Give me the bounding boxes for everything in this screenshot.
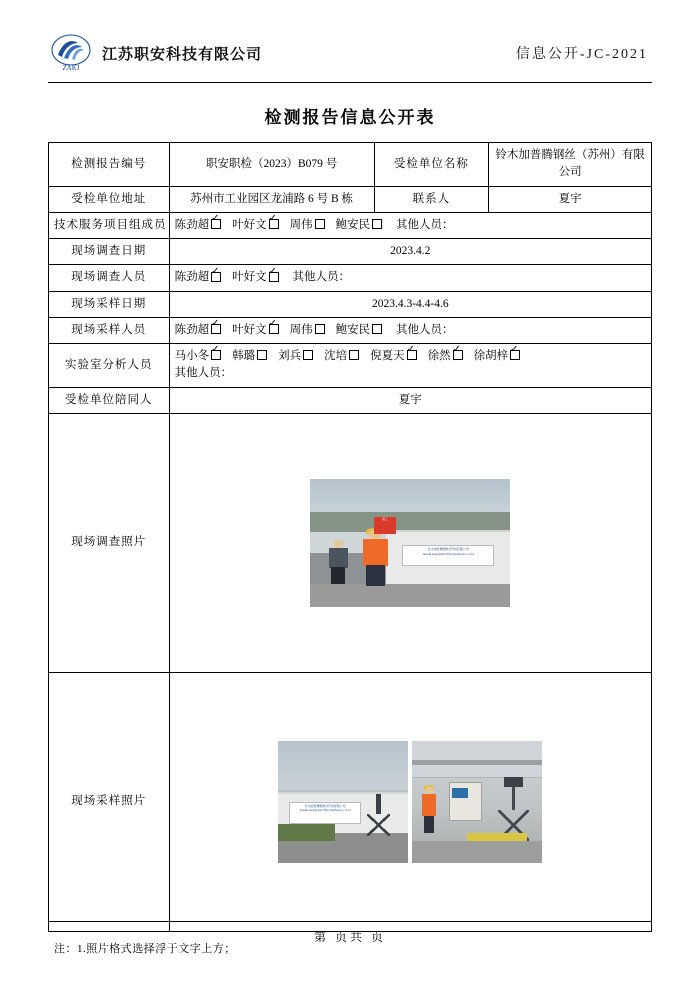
company-logo-icon [48, 33, 94, 73]
contact-label: 联系人 [374, 186, 489, 212]
client-name-value: 铃木加普腾钢丝（苏州）有限公司 [489, 143, 652, 187]
photo-person-secondary [326, 540, 350, 584]
member-name: 叶好文 [232, 218, 267, 231]
member-checkbox[interactable] [372, 219, 382, 229]
photo-person-body [329, 548, 348, 568]
photo-company-sign-en: Suzuki Garphyttan Wire (Suzhou) Co.,Ltd [422, 551, 474, 556]
team-member-1 [232, 217, 280, 234]
footnote: 注：1.照片格式选择浮于文字上方； [54, 942, 236, 955]
photo-person-body [422, 794, 437, 815]
member-name: 陈劲超 [174, 218, 210, 231]
photo-company-sign [289, 802, 362, 824]
report-no-label: 检测报告编号 [49, 143, 170, 187]
photo-person-legs [424, 816, 434, 834]
others-label: 其他人员： [174, 367, 233, 380]
report-info-table [48, 142, 652, 932]
table-row [49, 186, 652, 212]
team-member-0 [175, 217, 223, 234]
member-checkbox[interactable] [269, 219, 279, 229]
member-name: 叶好文 [232, 323, 267, 336]
member-checkbox[interactable] [269, 324, 279, 334]
lab-staff-value [169, 344, 651, 388]
client-address-value: 苏州市工业园区龙浦路 6 号 B 栋 [169, 186, 374, 212]
lab-staff-member-6 [474, 348, 522, 365]
member-checkbox[interactable] [315, 324, 325, 334]
photo-tripod [367, 794, 390, 835]
photo-person-worker [420, 785, 438, 834]
member-checkbox[interactable] [257, 350, 267, 360]
lab-staff-member-2 [278, 348, 314, 365]
photo-company-sign-cn: 铃木加普腾钢丝(苏州)有限公司 [304, 803, 346, 808]
photo-person-legs [331, 567, 345, 584]
photo-person-worker [358, 530, 392, 586]
member-name: 马小冬 [174, 350, 210, 362]
table-row [49, 387, 652, 413]
sampling-photo-label: 现场采样照片 [49, 672, 170, 931]
photo-sign-badge: 施工 [374, 517, 396, 534]
table-row [49, 291, 652, 317]
sampling-staff-member-1 [232, 322, 280, 339]
member-name: 鲍安民 [335, 323, 371, 336]
escort-value: 夏宇 [169, 387, 651, 413]
member-name: 沈培 [324, 350, 348, 362]
sampling-staff-member-2 [290, 322, 326, 339]
photo-tripod-pole [512, 787, 515, 810]
page-footer: 第 页共 页 [48, 921, 652, 945]
sampling-photo-wrap [175, 677, 646, 927]
page-header [48, 30, 652, 83]
survey-staff-label: 现场调查人员 [49, 265, 170, 291]
sampling-photo-cell [169, 672, 651, 931]
member-checkbox[interactable] [211, 272, 221, 282]
table-row [49, 212, 652, 238]
sampling-staff-member-0 [175, 322, 223, 339]
table-row [49, 239, 652, 265]
lab-staff-member-1 [232, 348, 268, 365]
photo-person-body [363, 539, 387, 566]
team-members-label: 技术服务项目组成员 [49, 212, 170, 238]
table-row [49, 317, 652, 343]
page-title: 检测报告信息公开表 [264, 108, 436, 127]
team-members-value [169, 212, 651, 238]
survey-date-value: 2023.4.2 [169, 239, 651, 265]
survey-staff-member-1 [232, 269, 280, 286]
member-name: 叶好文 [232, 271, 267, 284]
member-name: 陈劲超 [174, 323, 210, 336]
sampling-site-photo-left [278, 741, 408, 863]
table-row [49, 143, 652, 187]
client-address-label: 受检单位地址 [49, 186, 170, 212]
document-code: 信息公开-JC-2021 [515, 47, 648, 62]
photo-person-head [333, 540, 344, 548]
photo-company-sign [402, 545, 494, 565]
others-label: 其他人员： [395, 218, 454, 231]
survey-staff-value [169, 265, 651, 291]
member-name: 倪夏天 [370, 350, 405, 362]
survey-photo-label: 现场调查照片 [49, 413, 170, 672]
member-checkbox[interactable] [510, 350, 520, 360]
sampling-staff-value [169, 317, 651, 343]
member-checkbox[interactable] [315, 219, 325, 229]
others-label: 其他人员： [395, 323, 454, 336]
member-checkbox[interactable] [303, 350, 313, 360]
member-name: 韩璐 [232, 350, 256, 362]
member-checkbox[interactable] [211, 350, 221, 360]
member-name: 周伟 [289, 323, 313, 336]
company-name: 江苏职安科技有限公司 [102, 46, 263, 63]
team-member-2 [290, 217, 326, 234]
survey-photo-wrap [175, 418, 646, 668]
photo-sampler-device [504, 777, 523, 787]
photo-company-sign-en: Suzuki Garphyttan Wire (Suzhou) Co.,Ltd [299, 807, 351, 812]
sampling-staff-label: 现场采样人员 [49, 317, 170, 343]
escort-label: 受检单位陪同人 [49, 387, 170, 413]
photo-person-head [425, 787, 434, 795]
member-checkbox[interactable] [269, 272, 279, 282]
survey-date-label: 现场调查日期 [49, 239, 170, 265]
table-row [49, 265, 652, 291]
photo-company-sign-cn: 铃木加普腾钢丝(苏州)有限公司 [427, 547, 469, 552]
survey-staff-member-0 [175, 269, 223, 286]
survey-site-photo [310, 479, 510, 607]
member-checkbox[interactable] [211, 324, 221, 334]
lab-staff-member-3 [324, 348, 360, 365]
lab-staff-label: 实验室分析人员 [49, 344, 170, 388]
sampling-staff-member-3 [336, 322, 384, 339]
member-checkbox[interactable] [407, 350, 417, 360]
sampling-date-value: 2023.4.3-4.4-4.6 [169, 291, 651, 317]
member-checkbox[interactable] [349, 350, 359, 360]
photo-person-legs [366, 565, 385, 586]
lab-staff-member-5 [428, 348, 464, 365]
member-name: 鲍安民 [335, 218, 371, 231]
team-member-3 [336, 217, 384, 234]
photo-floor [412, 841, 542, 863]
photo-beam [412, 760, 542, 765]
photo-ground [310, 584, 510, 607]
member-checkbox[interactable] [372, 324, 382, 334]
member-name: 陈劲超 [174, 271, 210, 284]
lab-staff-member-0 [175, 348, 223, 365]
table-row [49, 413, 652, 672]
member-checkbox[interactable] [453, 350, 463, 360]
table-row [49, 672, 652, 931]
member-name: 周伟 [289, 218, 313, 231]
photo-machine-panel [452, 788, 468, 798]
photo-green-cover [278, 824, 335, 841]
member-name: 刘兵 [278, 350, 302, 362]
header-left [48, 33, 262, 73]
table-row [49, 344, 652, 388]
photo-machine [449, 782, 482, 821]
sampling-site-photo-right [412, 741, 542, 863]
lab-staff-member-4 [370, 348, 418, 365]
member-checkbox[interactable] [211, 219, 221, 229]
report-no-value: 职安职检（2023）B079 号 [169, 143, 374, 187]
contact-value: 夏宇 [489, 186, 652, 212]
others-label: 其他人员： [292, 271, 350, 284]
sampling-date-label: 现场采样日期 [49, 291, 170, 317]
member-name: 徐然 [427, 350, 451, 362]
svg-text:ZAKJ: ZAKJ [62, 64, 80, 72]
client-name-label: 受检单位名称 [374, 143, 489, 187]
photo-tripod [498, 777, 529, 840]
survey-photo-cell [169, 413, 651, 672]
member-name: 徐胡梓 [473, 350, 509, 362]
